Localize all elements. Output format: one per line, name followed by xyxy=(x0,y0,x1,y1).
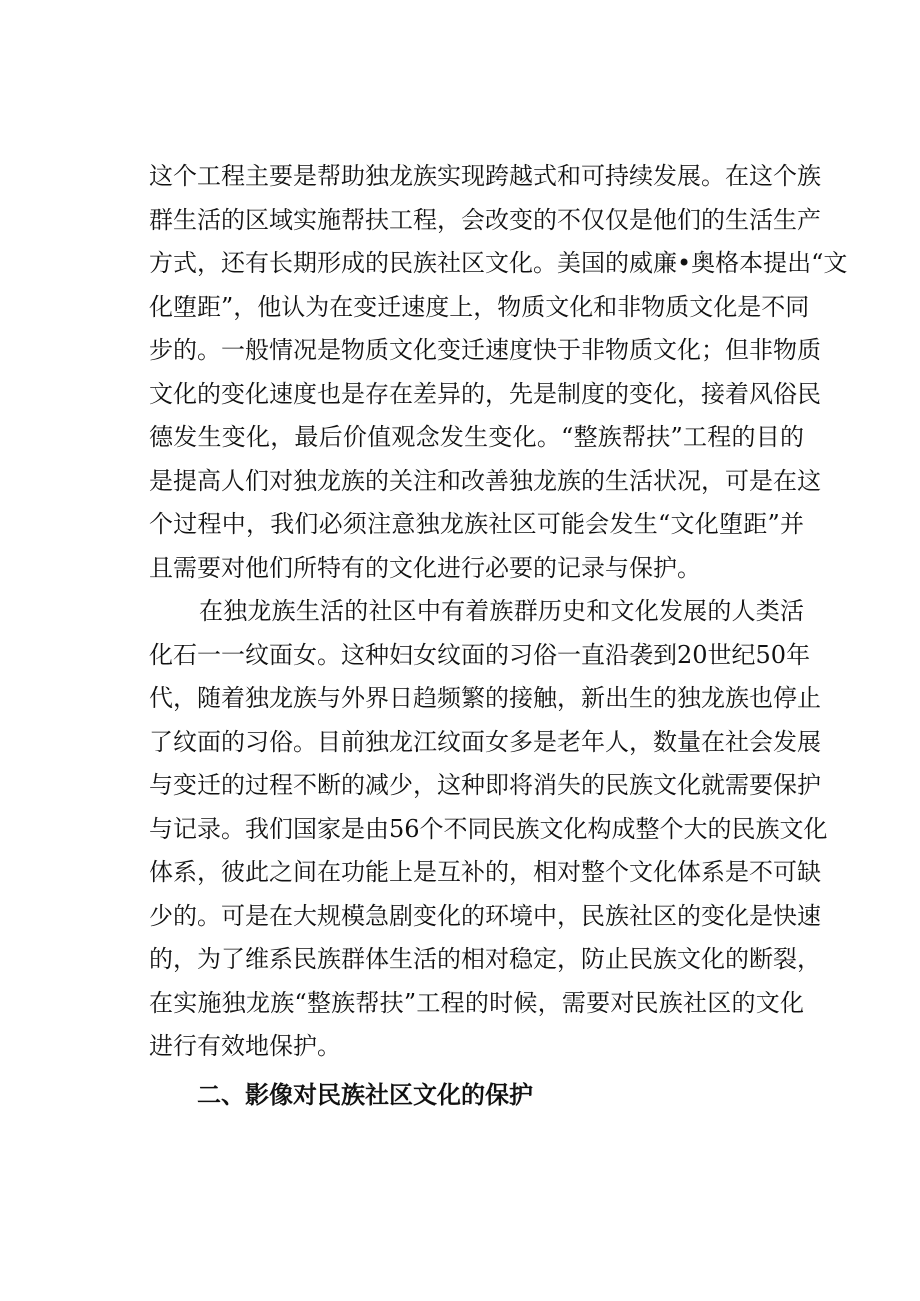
paragraph-line: 化堕距”，他认为在变迁速度上，物质文化和非物质文化是不同 xyxy=(149,292,810,321)
paragraph-line: 德发生变化，最后价值观念发生变化。“整族帮扶”工程的目的 xyxy=(149,423,804,451)
paragraph-line: 与变迁的过程不断的减少，这种即将消失的民族文化就需要保护 xyxy=(149,771,821,799)
paragraph-line: 的，为了维系民族群体生活的相对稳定，防止民族文化的断裂， xyxy=(149,945,821,973)
paragraph-line: 方式，还有长期形成的民族社区文化。美国的威廉•奥格本提出“文 xyxy=(149,249,848,277)
paragraph-line: 少的。可是在大规模急剧变化的环境中，民族社区的变化是快速 xyxy=(149,901,821,930)
section-heading: 二、影像对民族社区文化的保护 xyxy=(197,1081,533,1109)
paragraph-line: 体系，彼此之间在功能上是互补的，相对整个文化体系是不可缺 xyxy=(149,858,821,886)
paragraph-line: 了纹面的习俗。目前独龙江纹面女多是老年人，数量在社会发展 xyxy=(149,727,821,756)
paragraph-line: 代，随着独龙族与外界日趋频繁的接触，新出生的独龙族也停止 xyxy=(149,684,821,712)
paragraph-2 xyxy=(149,590,828,1069)
paragraph-line: 这个工程主要是帮助独龙族实现跨越式和可持续发展。在这个族 xyxy=(149,162,821,190)
paragraph-line: 进行有效地保护。 xyxy=(149,1032,341,1060)
paragraph-line: 个过程中，我们必须注意独龙族社区可能会发生“文化堕距”并 xyxy=(149,510,804,538)
paragraph-line: 在独龙族生活的社区中有着族群历史和文化发展的人类活 xyxy=(199,597,804,625)
paragraph-line: 是提高人们对独龙族的关注和改善独龙族的生活状况，可是在这 xyxy=(149,466,821,495)
paragraph-1 xyxy=(149,155,848,590)
paragraph-line: 在实施独龙族“整族帮扶”工程的时候，需要对民族社区的文化 xyxy=(149,988,804,1017)
paragraph-line: 化石一一纹面女。这种妇女纹面的习俗一直沿袭到20世纪50年 xyxy=(149,640,811,669)
paragraph-line: 与记录。我们国家是由56个不同民族文化构成整个大的民族文化 xyxy=(149,814,828,843)
paragraph-line: 文化的变化速度也是存在差异的，先是制度的变化，接着风俗民 xyxy=(149,379,821,408)
paragraph-line: 且需要对他们所特有的文化进行必要的记录与保护。 xyxy=(149,553,701,582)
paragraph-line: 步的。一般情况是物质文化变迁速度快于非物质文化；但非物质 xyxy=(149,336,821,364)
paragraph-line: 群生活的区域实施帮扶工程，会改变的不仅仅是他们的生活生产 xyxy=(149,205,821,234)
